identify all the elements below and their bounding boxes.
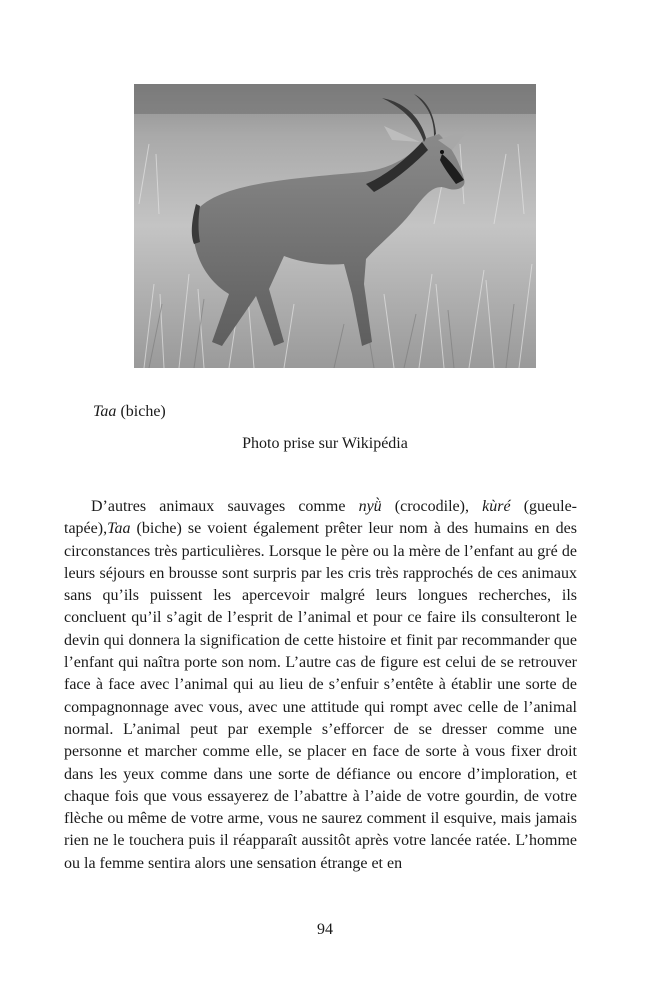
body-paragraph [64, 496, 577, 875]
term-nyu: nyǜ [358, 498, 382, 515]
term-taa: Taa [107, 520, 131, 538]
caption-term: Taa [93, 403, 117, 420]
body-segment-4: (biche) se voient également prêter leur nom à des humains en des circonstances très particulières. Lorsque le père ou la mère de l’enfant au gré de leurs séjours en brousse sont surpris par les cris très rapprochés de ces animaux sans qu’ils puissent les apercevoir malgré leurs longues recherches, ils concluent qu’il s’agit de l’esprit de l’animal et pour ce faire ils consulteront le devin qui donnera la signification de cette histoire et finit par recommander que l’enfant qui naîtra porte son nom. L’autre cas de figure est celui de se retrouver face à face avec l’animal qui au lieu de s’enfuir s’entête à établir une sorte de compagnonnage avec vous, avec une attitude qui rompt avec celle de l’animal normal. L’animal peut par exemple s’efforcer de se dresser comme une personne et marcher comme elle, se placer en face de sorte à vous fixer droit dans les yeux comme dans une sorte de défiance ou encore d’imploration, et chaque fois que vous essayerez de l’abattre à l’aide de votre gourdin, de votre flèche ou même de votre arme, vous ne saurez comment il esquive, mais jamais rien ne le touchera puis il réapparaît aussitôt après votre lancée ratée. L’homme ou la femme sentira alors une sensation étrange et en [64, 520, 577, 872]
antelope-photo [134, 84, 536, 368]
photo-credit: Photo prise sur Wikipédia [242, 435, 408, 452]
body-segment-2: (crocodile), [381, 498, 483, 515]
body-segment-3: (gueule-tapée), [64, 498, 577, 538]
figure-caption [93, 402, 166, 422]
page-number: 94 [317, 921, 333, 938]
term-kure: kùré [482, 498, 511, 515]
caption-gloss: (biche) [120, 403, 166, 420]
body-segment-1: D’autres animaux sauvages comme [91, 498, 359, 515]
